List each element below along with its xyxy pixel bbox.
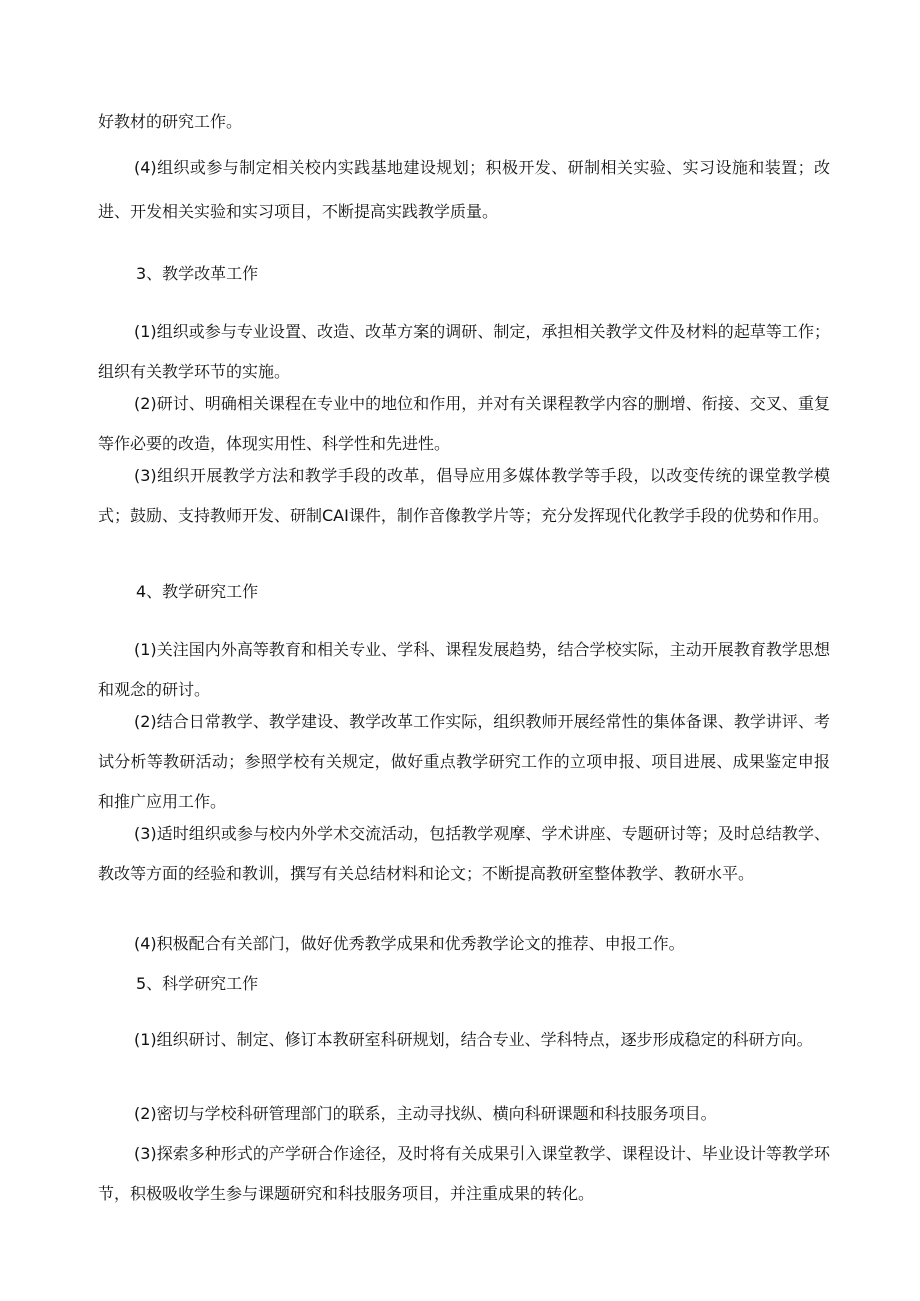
section-3-heading: 3、教学改革工作 [136, 264, 259, 283]
s4-item-1: (1)关注国内外高等教育和相关专业、学科、课程发展趋势，结合学校实际，主动开展教育教学思想和观念的研讨。 [98, 640, 830, 699]
s5-item-1: (1)组织研讨、制定、修订本教研室科研规划，结合专业、学科特点，逐步形成稳定的科研方向。 [134, 1030, 813, 1049]
s3-item-2: (2)研讨、明确相关课程在专业中的地位和作用，并对有关课程教学内容的删增、衔接、交叉、重复等作必要的改造，体现实用性、科学性和先进性。 [98, 394, 830, 453]
s5-item-3: (3)探索多种形式的产学研合作途径，及时将有关成果引入课堂教学、课程设计、毕业设计等教学环节，积极吸收学生参与课题研究和科技服务项目，并注重成果的转化。 [98, 1144, 830, 1203]
s4-item-2: (2)结合日常教学、教学建设、教学改革工作实际，组织教师开展经常性的集体备课、教学讲评、考试分析等教研活动；参照学校有关规定，做好重点教学研究工作的立项申报、项目进展、成果鉴定申报和推广应用工作。 [98, 712, 830, 811]
s5-item-2: (2)密切与学校科研管理部门的联系，主动寻找纵、横向科研课题和科技服务项目。 [134, 1104, 717, 1123]
s4-item-4: (4)积极配合有关部门，做好优秀教学成果和优秀教学论文的推荐、申报工作。 [134, 934, 685, 953]
section-4-heading: 4、教学研究工作 [136, 582, 259, 601]
s3-item-3: (3)组织开展教学方法和教学手段的改革，倡导应用多媒体教学等手段，以改变传统的课堂教学模式；鼓励、支持教师开发、研制CAI课件，制作音像教学片等；充分发挥现代化教学手段的优势和作用。 [98, 466, 830, 525]
s2-item-4: (4)组织或参与制定相关校内实践基地建设规划；积极开发、研制相关实验、实习设施和装置；改进、开发相关实验和实习项目，不断提高实践教学质量。 [98, 158, 830, 221]
continuation-paragraph: 好教材的研究工作。 [98, 112, 243, 131]
section-5-heading: 5、科学研究工作 [136, 974, 259, 993]
s4-item-3: (3)适时组织或参与校内外学术交流活动，包括教学观摩、学术讲座、专题研讨等；及时总结教学、教改等方面的经验和教训，撰写有关总结材料和论文；不断提高教研室整体教学、教研水平。 [98, 824, 830, 883]
s3-item-1: (1)组织或参与专业设置、改造、改革方案的调研、制定，承担相关教学文件及材料的起草等工作；组织有关教学环节的实施。 [98, 322, 830, 381]
